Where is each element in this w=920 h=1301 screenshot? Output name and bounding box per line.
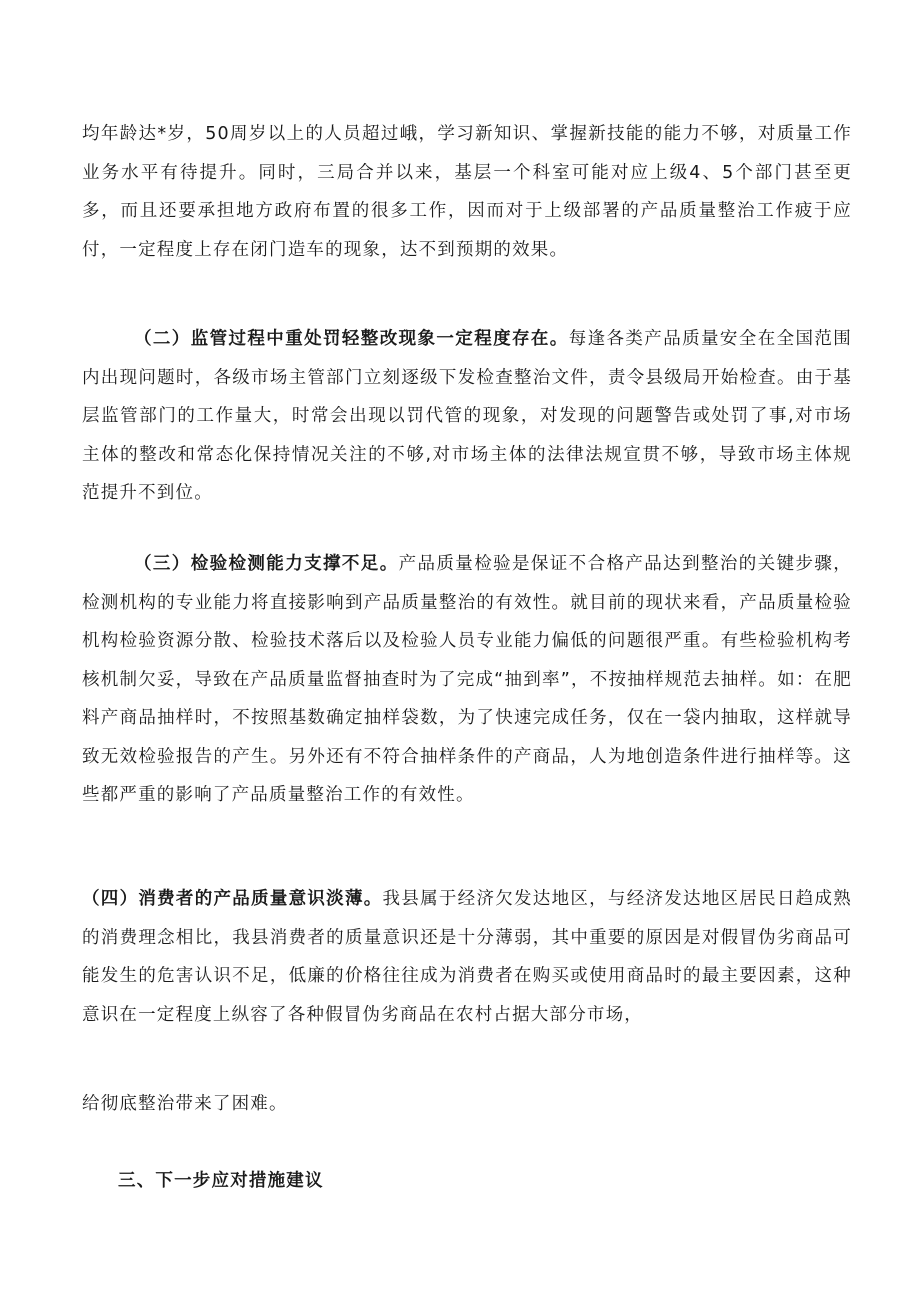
paragraph-lead: （四）消费者的产品质量意识淡薄。 — [82, 889, 383, 909]
paragraph-lead: （三）检验检测能力支撑不足。 — [134, 554, 399, 574]
paragraph-continued — [82, 115, 852, 269]
paragraph-text: 产品质量检验是保证不合格产品达到整治的关键步骤，检测机构的专业能力将直接影响到产品质量整治的有效性。就目前的现状来看，产品质量检验机构检验资源分散、检验技术落后以及检验人员专业能力偏低的问题很严重。有些检验机构考核机制欠妥，导致在产品质量监督抽查时为了完成“抽到率”，不按抽样规范去抽样。如：在肥料产商品抽样时，不按照基数确定抽样袋数，为了快速完成任务，仅在一袋内抽取，这样就导致无效检验报告的产生。另外还有不符合抽样条件的产商品，人为地创造条件进行抽样等。这些都严重的影响了产品质量整治工作的有效性。 — [82, 554, 852, 805]
paragraph-text: 每逢各类产品质量安全在全国范围内出现问题时，各级市场主管部门立刻逐级下发检查整治文件，责令县级局开始检查。由于基层监管部门的工作量大，时常会出现以罚代管的现象，对发现的问题警告或处罚了事,对市场主体的整改和常态化保持情况关注的不够,对市场主体的法律法规宣贯不够，导致市场主体规范提升不到位。 — [82, 329, 852, 503]
paragraph-text: 我县属于经济欠发达地区，与经济发达地区居民日趋成熟的消费理念相比，我县消费者的质量意识还是十分薄弱，其中重要的原因是对假冒伪劣商品可能发生的危害认识不足，低廉的价格往往成为消费者在购买或使用商品时的最主要因素，这种意识在一定程度上纵容了各种假冒伪劣商品在农村占据大部分市场， — [82, 889, 853, 1025]
paragraph-text: 给彻底整治带来了困难。 — [82, 1094, 288, 1114]
paragraph-section-4-end — [82, 1085, 852, 1124]
paragraph-lead: （二）监管过程中重处罚轻整改现象一定程度存在。 — [134, 329, 569, 349]
paragraph-text: 均年龄达*岁，50周岁以上的人员超过峨，学习新知识、掌握新技能的能力不够，对质量工作业务水平有待提升。同时，三局合并以来，基层一个科室可能对应上级4、5个部门甚至更多，而且还要承担地方政府布置的很多工作，因而对于上级部署的产品质量整治工作疲于应付，一定程度上存在闭门造车的现象，达不到预期的效果。 — [82, 124, 852, 260]
paragraph-section-4 — [82, 880, 852, 1034]
paragraph-section-3 — [82, 545, 852, 815]
paragraph-section-2 — [82, 320, 852, 513]
section-heading: 三、下一步应对措施建议 — [118, 1171, 324, 1191]
